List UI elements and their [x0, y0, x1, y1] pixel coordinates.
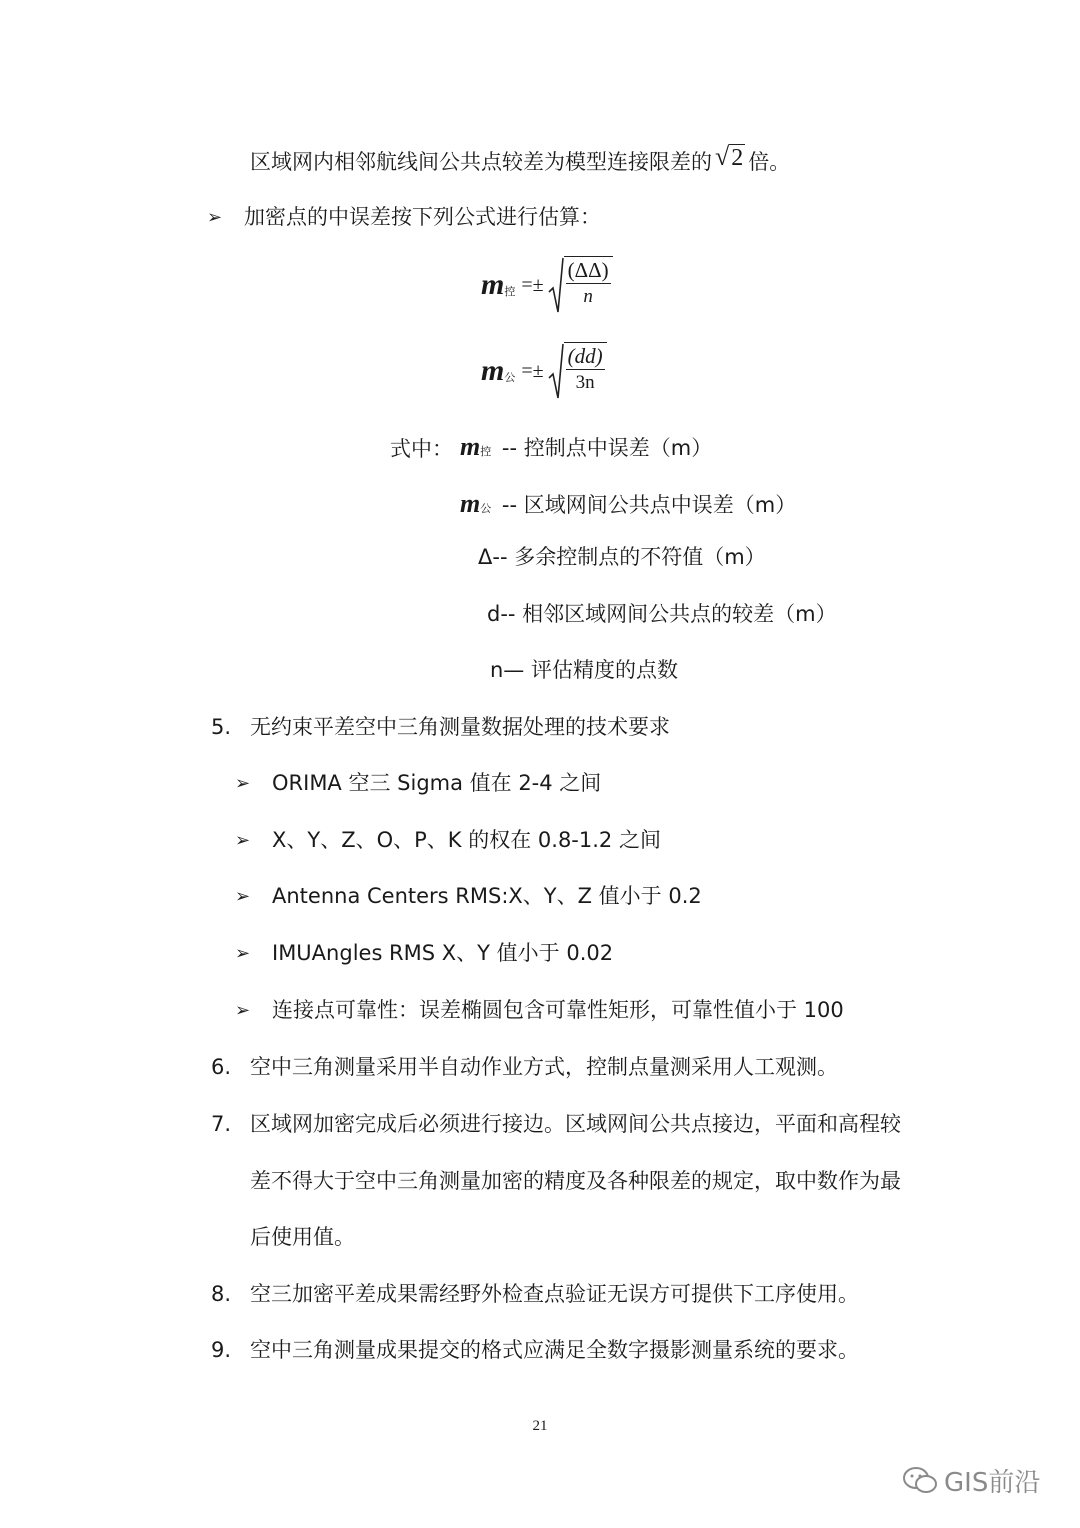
section5-bullet: 连接点可靠性：误差椭圆包含可靠性矩形，可靠性值小于 100 — [272, 998, 844, 1022]
formula1-numerator: (ΔΔ) — [567, 258, 609, 282]
section7-line1: 区域网加密完成后必须进行接边。区域网间公共点接边，平面和高程较 — [250, 1112, 901, 1136]
where-item-m-common: m公 -- 区域网间公共点中误差（m） — [460, 489, 797, 518]
formula2-denominator: 3n — [575, 372, 595, 393]
watermark — [902, 1462, 1040, 1499]
sqrt-sign-icon — [548, 256, 564, 314]
intro-line — [250, 142, 791, 177]
section5-bullet: X、Y、Z、O、P、K 的权在 0.8-1.2 之间 — [272, 828, 661, 852]
sqrt-two: √2 — [715, 142, 744, 171]
section7-line2: 差不得大于空中三角测量加密的精度及各种限差的规定，取中数作为最 — [250, 1169, 901, 1193]
section8-number: 8. — [211, 1282, 232, 1306]
where-item-m-control: m控 -- 控制点中误差（m） — [460, 432, 713, 461]
where-item-n: n— 评估精度的点数 — [490, 658, 678, 682]
where-label: 式中： — [390, 437, 453, 461]
where-item-delta: Δ-- 多余控制点的不符值（m） — [478, 545, 766, 569]
section6-number: 6. — [211, 1055, 232, 1079]
estimate-heading: 加密点的中误差按下列公式进行估算： — [244, 205, 601, 229]
arrow-bullet-icon: ➢ — [235, 943, 251, 964]
formula2-numerator: (dd) — [567, 344, 603, 368]
watermark-text: GIS前沿 — [944, 1468, 1041, 1498]
arrow-bullet-icon: ➢ — [207, 207, 223, 228]
intro-text-after: 倍。 — [748, 150, 791, 174]
formula-control-rmse: m 控 =± $\frac{(\Delta\Delta)}{n}$ — [481, 256, 613, 314]
section9-number: 9. — [211, 1338, 232, 1362]
formula-common-rmse: m 公 =± $\frac{(dd)}{3n}$ — [481, 342, 607, 400]
section8-text: 空三加密平差成果需经野外检查点验证无误方可提供下工序使用。 — [250, 1282, 859, 1306]
page-number: 21 — [532, 1418, 548, 1434]
intro-text-before: 区域网内相邻航线间公共点较差为模型连接限差的 — [250, 150, 712, 174]
arrow-bullet-icon: ➢ — [235, 1000, 251, 1021]
section5-number: 5. — [211, 715, 232, 739]
arrow-bullet-icon: ➢ — [235, 886, 251, 907]
section7-line3: 后使用值。 — [250, 1225, 355, 1249]
arrow-bullet-icon: ➢ — [235, 773, 251, 794]
formula1-denominator: n — [583, 286, 593, 307]
section5-bullet: ORIMA 空三 Sigma 值在 2-4 之间 — [272, 771, 602, 795]
arrow-bullet-icon: ➢ — [235, 830, 251, 851]
section5-bullet: IMUAngles RMS X、Y 值小于 0.02 — [272, 941, 614, 965]
sqrt-sign-icon — [548, 342, 564, 400]
section5-title: 无约束平差空中三角测量数据处理的技术要求 — [250, 715, 670, 739]
wechat-icon — [902, 1466, 938, 1496]
section7-number: 7. — [211, 1112, 232, 1136]
section6-text: 空中三角测量采用半自动作业方式，控制点量测采用人工观测。 — [250, 1055, 838, 1079]
where-item-d: d-- 相邻区域网间公共点的较差（m） — [487, 602, 837, 626]
section5-bullet: Antenna Centers RMS:X、Y、Z 值小于 0.2 — [272, 884, 702, 908]
section9-text: 空中三角测量成果提交的格式应满足全数字摄影测量系统的要求。 — [250, 1338, 859, 1362]
